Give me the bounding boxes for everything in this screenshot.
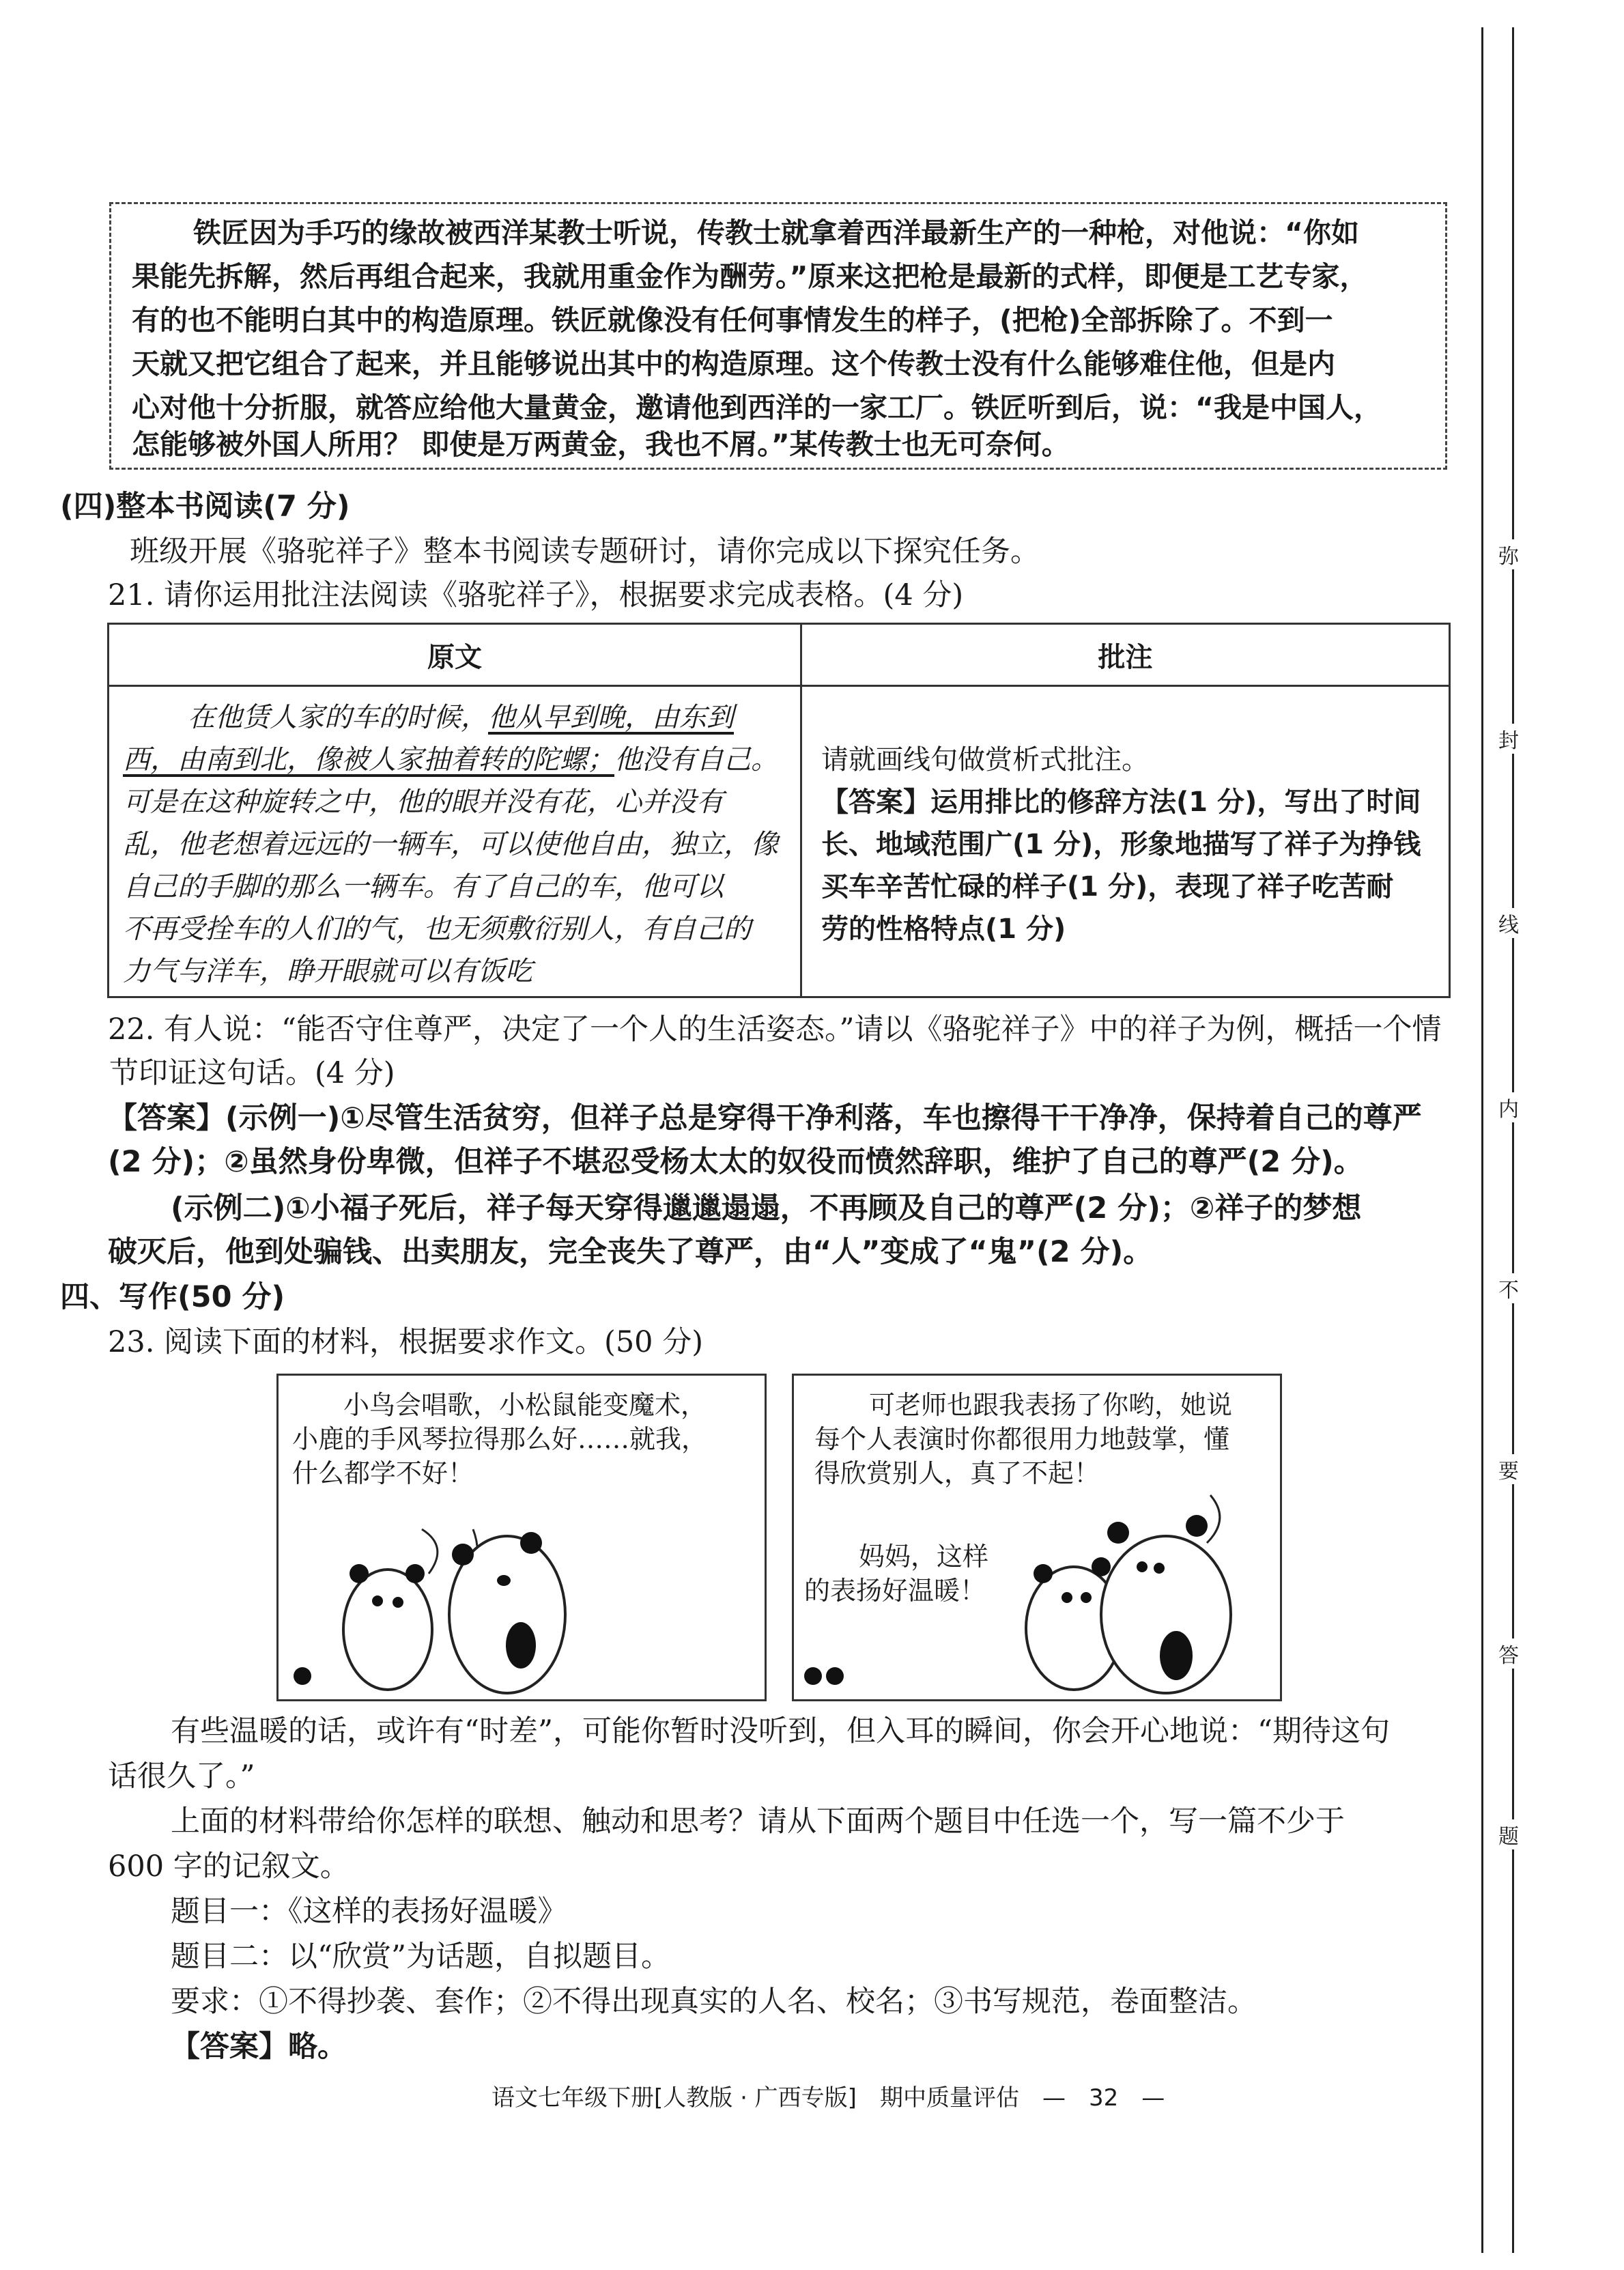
annotation-task: 请就画线句做赏析式批注。 xyxy=(821,744,1149,776)
material-line: 话很久了。” xyxy=(108,1759,255,1793)
requirements: 要求：①不得抄袭、套作；②不得出现真实的人名、校名；③书写规范，卷面整洁。 xyxy=(171,1985,1257,2019)
q22-answer: (2 分)；②虽然身份卑微，但祥子不堪忍受杨太太的奴役而愤然辞职，维护了自己的尊严(2 分)。 xyxy=(108,1145,1363,1179)
answer-text: 劳的性格特点(1 分) xyxy=(821,913,1066,945)
material-line: 有些温暖的话，或许有“时差”，可能你暂时没听到，但入耳的瞬间，你会开心地说：“期待这句 xyxy=(171,1714,1390,1748)
orig-text: 他没有自己。 xyxy=(614,744,778,776)
orig-text: 在他赁人家的车的时候， xyxy=(188,702,488,733)
orig-text: 可是在这种旋转之中，他的眼并没有花，心并没有 xyxy=(123,786,724,818)
answer-text: 买车辛苦忙碌的样子(1 分)，表现了祥子吃苦耐 xyxy=(821,871,1394,903)
col-annotation-header: 批注 xyxy=(801,624,1450,686)
margin-char-1: 弥 xyxy=(1495,539,1522,569)
margin-char-6: 要 xyxy=(1495,1454,1522,1484)
margin-char-2: 封 xyxy=(1495,724,1522,754)
speech-text: 妈妈，这样 xyxy=(859,1542,989,1572)
q22-answer: (示例二)①小福子死后，祥子每天穿得邋邋遢遢，不再顾及自己的尊严(2 分)；②祥子的梦想 xyxy=(171,1191,1362,1225)
speech-text: 每个人表演时你都很用力地鼓掌，懂 xyxy=(814,1424,1230,1454)
panda-illustration xyxy=(794,1376,1280,1699)
section-intro: 班级开展《骆驼祥子》整本书阅读专题研讨，请你完成以下探究任务。 xyxy=(130,535,1040,569)
margin-char-3: 线 xyxy=(1495,908,1522,938)
orig-text: 力气与洋车，睁开眼就可以有饭吃 xyxy=(123,956,532,987)
material-line: 上面的材料带给你怎样的联想、触动和思考？请从下面两个题目中任选一个，写一篇不少于 xyxy=(171,1804,1345,1839)
writing-heading: 四、写作(50 分) xyxy=(60,1280,285,1314)
story-line: 有的也不能明白其中的构造原理。铁匠就像没有任何事情发生的样子，(把枪)全部拆除了。不到一 xyxy=(132,304,1333,337)
speech-text: 得欣赏别人，真了不起！ xyxy=(814,1458,1100,1488)
story-line: 心对他十分折服，就答应给他大量黄金，邀请他到西洋的一家工厂。铁匠听到后，说：“我是中国人， xyxy=(132,391,1382,424)
q22-stem-cont: 节印证这句话。(4 分) xyxy=(109,1056,395,1090)
topic-two: 题目二：以“欣赏”为话题，自拟题目。 xyxy=(171,1940,670,1974)
q22-stem: 22. 有人说：“能否守住尊严，决定了一个人的生活姿态。”请以《骆驼祥子》中的祥子为例，概括一个情 xyxy=(108,1012,1442,1047)
margin-char-4: 内 xyxy=(1495,1092,1522,1122)
page-footer: 语文七年级下册[人教版 · 广西专版] 期中质量评估 — 32 — xyxy=(492,2084,1165,2112)
comic-panel-2 xyxy=(792,1374,1282,1701)
margin-char-7: 答 xyxy=(1495,1638,1522,1669)
speech-text: 可老师也跟我表扬了你哟，她说 xyxy=(869,1390,1233,1420)
q23-answer: 【答案】略。 xyxy=(171,2030,347,2064)
orig-text: 自己的手脚的那么一辆车。有了自己的车，他可以 xyxy=(123,871,724,903)
story-line: 铁匠因为手巧的缘故被西洋某教士听说，传教士就拿着西洋最新生产的一种枪，对他说：“你如 xyxy=(193,216,1359,249)
margin-char-5: 不 xyxy=(1495,1273,1522,1303)
story-line: 天就又把它组合了起来，并且能够说出其中的构造原理。这个传教士没有什么能够难住他，但是内 xyxy=(132,347,1335,380)
topic-one: 题目一：《这样的表扬好温暖》 xyxy=(171,1895,567,1929)
answer-text: 长、地域范围广(1 分)，形象地描写了祥子为挣钱 xyxy=(821,829,1421,860)
comic-panel-1 xyxy=(276,1374,767,1701)
seal-line-left xyxy=(1481,27,1483,2253)
panda-illustration xyxy=(279,1376,765,1699)
material-line: 600 字的记叙文。 xyxy=(108,1849,350,1884)
annotation-table xyxy=(107,623,1451,998)
annotation-cell xyxy=(801,686,1450,997)
original-text-cell xyxy=(109,686,801,997)
answer-text: 运用排比的修辞方法(1 分)，写出了时间 xyxy=(930,786,1421,818)
answer-tag: 【答案】 xyxy=(821,786,930,818)
q22-answer: 【答案】(示例一)①尽管生活贫穷，但祥子总是穿得干净利落，车也擦得干干净净，保持着自己的尊严 xyxy=(108,1101,1422,1135)
story-line: 果能先拆解，然后再组合起来，我就用重金作为酬劳。”原来这把枪是最新的式样，即便是工艺专家， xyxy=(132,260,1368,293)
speech-text: 什么都学不好！ xyxy=(292,1458,474,1488)
orig-text: 不再受拴车的人们的气，也无须敷衍别人，有自己的 xyxy=(123,913,751,945)
margin-char-8: 题 xyxy=(1495,1819,1522,1849)
q23-stem: 23. 阅读下面的材料，根据要求作文。(50 分) xyxy=(108,1325,703,1359)
story-line: 怎能够被外国人所用？ 即使是万两黄金，我也不屑。”某传教士也无可奈何。 xyxy=(132,428,1070,461)
seal-line-right xyxy=(1512,27,1514,2253)
speech-text: 小鹿的手风琴拉得那么好……就我， xyxy=(292,1424,708,1454)
orig-text: 乱，他老想着远远的一辆车，可以使他自由，独立，像 xyxy=(123,829,778,860)
speech-text: 小鸟会唱歌，小松鼠能变魔术， xyxy=(343,1390,707,1420)
underlined-text: 西，由南到北，像被人家抽着转的陀螺； xyxy=(123,744,614,776)
q21-stem: 21. 请你运用批注法阅读《骆驼祥子》，根据要求完成表格。(4 分) xyxy=(108,578,964,612)
speech-text: 的表扬好温暖！ xyxy=(804,1576,986,1606)
story-box xyxy=(109,202,1447,470)
q22-answer: 破灭后，他到处骗钱、出卖朋友，完全丧失了尊严，由“人”变成了“鬼”(2 分)。 xyxy=(108,1235,1153,1269)
section-heading: (四)整本书阅读(7 分) xyxy=(60,490,350,524)
underlined-text: 他从早到晚，由东到 xyxy=(488,702,734,733)
col-original-header: 原文 xyxy=(109,624,801,686)
